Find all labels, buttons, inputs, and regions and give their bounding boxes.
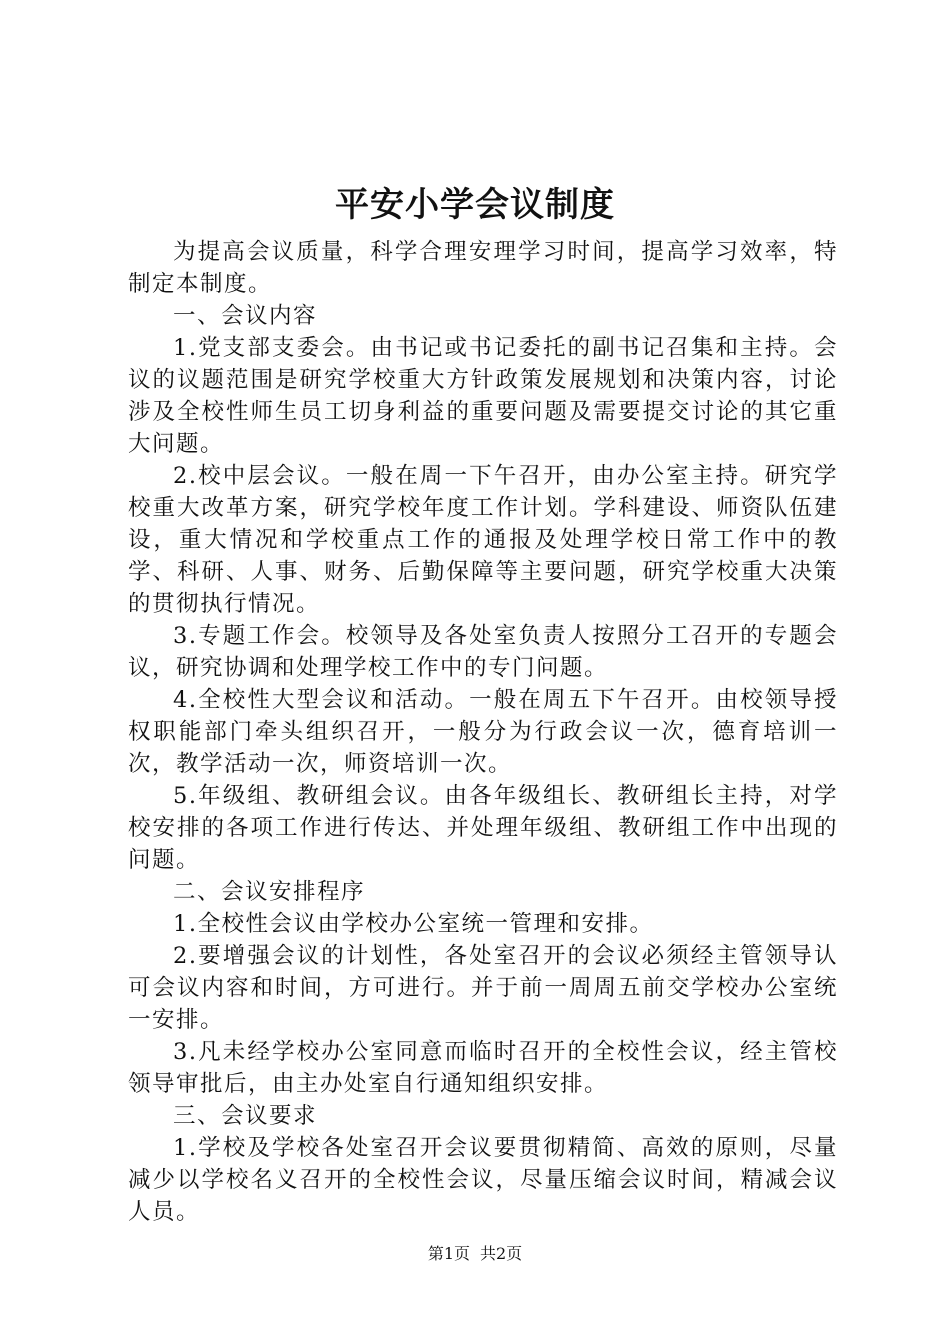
paragraph: 2.要增强会议的计划性，各处室召开的会议必须经主管领导认可会议内容和时间，方可进行。并于前一周周五前交学校办公室统一安排。 [128,943,838,1033]
document-body [128,236,838,1228]
paragraph: 1.党支部支委会。由书记或书记委托的副书记召集和主持。会议的议题范围是研究学校重大方针政策发展规划和决策内容，讨论涉及全校性师生员工切身利益的重要问题及需要提交讨论的其它重大问题。 [128,335,838,457]
paragraph: 3.专题工作会。校领导及各处室负责人按照分工召开的专题会议，研究协调和处理学校工作中的专门问题。 [128,623,838,681]
section-heading: 一、会议内容 [173,303,318,329]
section-heading: 二、会议安排程序 [173,879,366,905]
section-heading: 三、会议要求 [173,1103,318,1129]
intro-paragraph: 为提高会议质量，科学合理安理学习时间，提高学习效率，特制定本制度。 [128,239,838,297]
paragraph: 3.凡未经学校办公室同意而临时召开的全校性会议，经主管校领导审批后，由主办处室自行通知组织安排。 [128,1039,838,1097]
page-number: 第1页 [427,1244,470,1263]
paragraph: 1.学校及学校各处室召开会议要贯彻精简、高效的原则，尽量减少以学校名义召开的全校性会议，尽量压缩会议时间，精减会议人员。 [128,1135,838,1225]
page-footer [0,1243,950,1265]
paragraph: 5.年级组、教研组会议。由各年级组长、教研组长主持，对学校安排的各项工作进行传达、并处理年级组、教研组工作中出现的问题。 [128,783,838,873]
document-title: 平安小学会议制度 [335,185,615,225]
paragraph: 1.全校性会议由学校办公室统一管理和安排。 [173,911,654,937]
paragraph: 4.全校性大型会议和活动。一般在周五下午召开。由校领导授权职能部门牵头组织召开，一般分为行政会议一次，德育培训一次，教学活动一次，师资培训一次。 [128,687,838,777]
page-count: 共2页 [480,1244,523,1263]
paragraph: 2.校中层会议。一般在周一下午召开，由办公室主持。研究学校重大改革方案，研究学校年度工作计划。学科建设、师资队伍建设，重大情况和学校重点工作的通报及处理学校日常工作中的教学、科研、人事、财务、后勤保障等主要问题，研究学校重大决策的贯彻执行情况。 [128,463,838,617]
